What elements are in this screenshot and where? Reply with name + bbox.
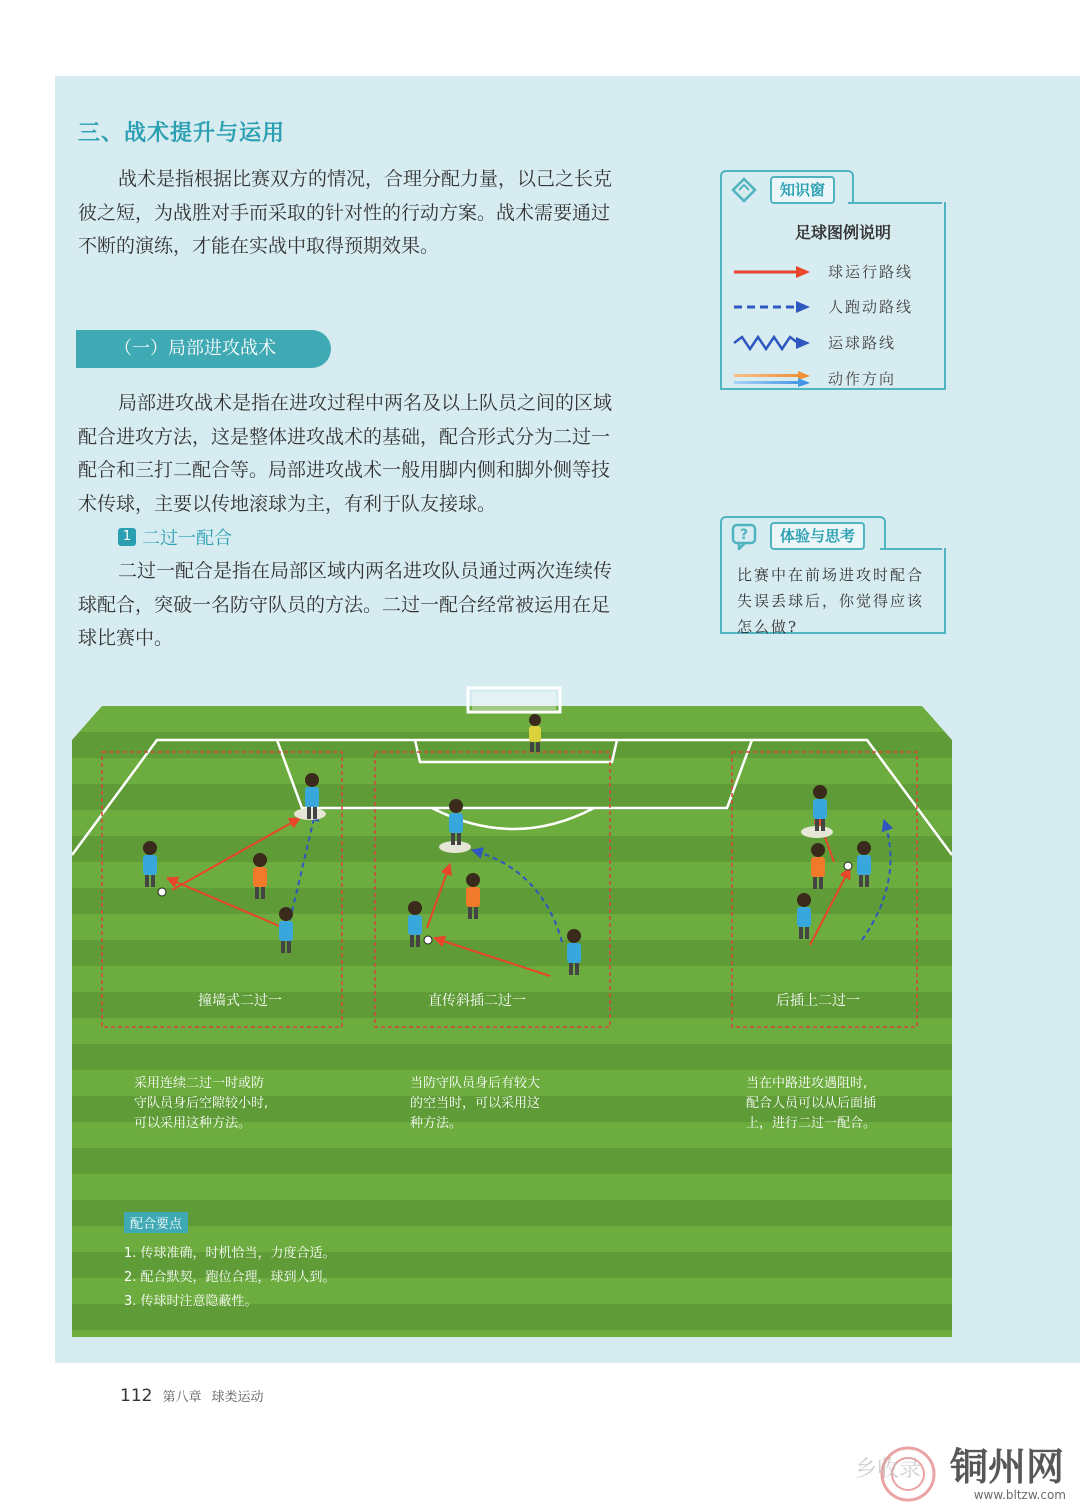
drill-label-overlap: 后插上二过一 <box>776 993 860 1009</box>
think-box-top-border <box>880 548 942 550</box>
red-arrow-icon <box>732 264 812 280</box>
legend-label: 球运行路线 <box>828 263 914 281</box>
knowledge-tab <box>720 170 854 204</box>
desc-line: 上，进行二过一配合。 <box>746 1116 877 1131</box>
paragraph-line: 球比赛中。 <box>78 627 174 649</box>
page-number: 112 <box>120 1386 153 1406</box>
desc-line: 的空当时，可以采用这 <box>410 1096 541 1111</box>
legend-label: 动作方向 <box>828 370 897 388</box>
chapter-topic: 球类运动 <box>211 1390 264 1405</box>
knowledge-box-top-border <box>848 202 942 204</box>
think-text: 比赛中在前场进攻时配合失误丢球后，你觉得应该怎么做? <box>737 566 925 636</box>
goal-net <box>472 692 556 710</box>
paragraph-line: 配合和三打二配合等。局部进攻战术一般用脚内侧和脚外侧等技 <box>78 459 611 481</box>
desc-line: 种方法。 <box>410 1116 463 1131</box>
paragraph-line: 二过一配合是指在局部区域内两名进攻队员通过两次连续传 <box>118 560 613 582</box>
diamond-book-icon <box>730 176 758 204</box>
legend-label: 人跑动路线 <box>828 298 914 316</box>
intro-line: 战术是指根据比赛双方的情况，合理分配力量，以己之长克 <box>118 168 613 190</box>
legend-ball-route <box>732 261 913 282</box>
point-number-badge: 1 <box>118 528 136 546</box>
page-footer <box>120 1386 263 1406</box>
intro-line: 彼之短，为战胜对手而采取的针对性的行动方案。战术需要通过 <box>78 201 611 224</box>
knowledge-tab-label: 知识窗 <box>770 176 835 204</box>
think-tab <box>720 516 886 550</box>
paragraph-line: 术传球，主要以传地滚球为主，有利于队友接球。 <box>78 492 497 515</box>
action-arrow-icon <box>732 371 812 387</box>
tip-item: 1. 传球准确，时机恰当，力度合适。 <box>124 1246 336 1261</box>
tips-heading: 配合要点 <box>124 1212 188 1233</box>
local-attack-paragraph <box>78 387 678 521</box>
football <box>844 862 852 870</box>
legend-dribble-route <box>732 332 896 353</box>
legend-title: 足球图例说明 <box>795 223 892 242</box>
think-tab-label: 体验与思考 <box>770 522 865 550</box>
drill-desc-overlap <box>746 1074 876 1134</box>
watermark-faint-text: 乡收录 <box>855 1457 922 1482</box>
zigzag-arrow-icon <box>732 335 812 351</box>
tip-item: 3. 传球时注意隐蔽性。 <box>124 1294 258 1309</box>
subsection-title: （一）局部进攻战术 <box>76 330 331 368</box>
football <box>424 936 432 944</box>
blue-dashed-arrow-icon <box>732 299 812 315</box>
svg-text:?: ? <box>739 527 749 543</box>
drill-desc-wall-pass <box>134 1074 268 1134</box>
two-one-paragraph <box>78 555 678 656</box>
legend-label: 运球路线 <box>828 334 897 352</box>
section-title: 三、战术提升与运用 <box>78 121 286 146</box>
watermark-url: www.bltzw.com <box>973 1488 1066 1502</box>
point-heading <box>118 524 232 550</box>
paragraph-line: 球配合，突破一名防守队员的方法。二过一配合经常被运用在足 <box>78 593 611 616</box>
point-title: 二过一配合 <box>142 528 232 549</box>
desc-line: 当防守队员身后有较大 <box>410 1076 541 1091</box>
question-bubble-icon <box>730 522 758 550</box>
drill-desc-through-pass <box>410 1074 540 1134</box>
legend-run-route <box>732 296 913 317</box>
football <box>158 888 166 896</box>
drill-label-through-pass: 直传斜插二过一 <box>428 993 526 1009</box>
desc-line: 守队员身后空隙较小时, <box>134 1096 269 1111</box>
paragraph-line: 配合进攻方法，这是整体进攻战术的基础，配合形式分为二过一 <box>78 425 611 448</box>
intro-paragraph <box>78 163 678 264</box>
desc-line: 采用连续二过一时或防 <box>134 1076 265 1091</box>
desc-line: 当在中路进攻遇阻时, <box>746 1076 868 1091</box>
drill-label-wall-pass: 撞墙式二过一 <box>198 993 282 1009</box>
legend-action-direction <box>732 368 896 389</box>
paragraph-line: 局部进攻战术是指在进攻过程中两名及以上队员之间的区域 <box>118 392 613 414</box>
desc-line: 可以采用这种方法。 <box>134 1116 252 1131</box>
desc-line: 配合人员可以从后面插 <box>746 1096 877 1111</box>
watermark-brand: 铜州网 <box>949 1445 1064 1489</box>
intro-line: 不断的演练，才能在实战中取得预期效果。 <box>78 235 440 257</box>
chapter-label: 第八章 <box>162 1390 202 1405</box>
tip-item: 2. 配合默契，跑位合理，球到人到。 <box>124 1270 336 1285</box>
